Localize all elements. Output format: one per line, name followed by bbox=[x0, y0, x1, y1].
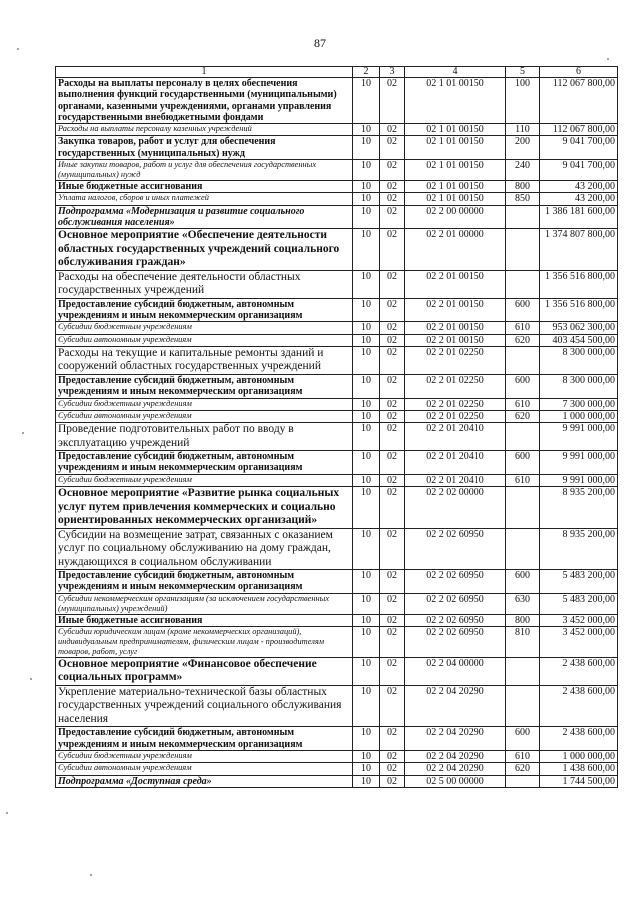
expense-type-code: 610 bbox=[506, 322, 540, 334]
subsection-code: 02 bbox=[380, 78, 405, 124]
expense-type-code: 620 bbox=[506, 410, 540, 422]
expense-type-code bbox=[506, 487, 540, 529]
amount: 2 438 600,00 bbox=[540, 727, 618, 751]
section-code: 10 bbox=[353, 423, 380, 451]
section-code: 10 bbox=[353, 570, 380, 594]
section-code: 10 bbox=[353, 346, 380, 374]
table-row bbox=[56, 626, 618, 657]
subsection-code: 02 bbox=[380, 614, 405, 626]
row-description: Расходы на обеспечение деятельности областных государственных учреждений bbox=[56, 270, 353, 298]
table-row bbox=[56, 474, 618, 486]
subsection-code: 02 bbox=[380, 270, 405, 298]
expense-type-code bbox=[506, 346, 540, 374]
table-row bbox=[56, 727, 618, 751]
target-article-code: 02 2 04 20290 bbox=[405, 763, 506, 775]
target-article-code: 02 1 01 00150 bbox=[405, 78, 506, 124]
target-article-code: 02 1 01 00150 bbox=[405, 160, 506, 181]
table-row bbox=[56, 451, 618, 475]
subsection-code: 02 bbox=[380, 410, 405, 422]
subsection-code: 02 bbox=[380, 685, 405, 727]
subsection-code: 02 bbox=[380, 751, 405, 763]
target-article-code: 02 2 04 00000 bbox=[405, 657, 506, 685]
amount: 3 452 000,00 bbox=[540, 626, 618, 657]
amount: 1 374 807 800,00 bbox=[540, 229, 618, 271]
expense-type-code: 800 bbox=[506, 614, 540, 626]
target-article-code: 02 2 02 60950 bbox=[405, 528, 506, 570]
row-description: Проведение подготовительных работ по вводу в эксплуатацию учреждений bbox=[56, 423, 353, 451]
table-row bbox=[56, 298, 618, 322]
row-description: Уплата налогов, сборов и иных платежей bbox=[56, 193, 353, 205]
subsection-code: 02 bbox=[380, 124, 405, 136]
amount: 43 200,00 bbox=[540, 181, 618, 193]
target-article-code: 02 2 01 02250 bbox=[405, 410, 506, 422]
section-code: 10 bbox=[353, 727, 380, 751]
amount: 2 438 600,00 bbox=[540, 685, 618, 727]
subsection-code: 02 bbox=[380, 160, 405, 181]
target-article-code: 02 2 04 20290 bbox=[405, 727, 506, 751]
column-header: 2 bbox=[353, 67, 380, 78]
table-row bbox=[56, 160, 618, 181]
amount: 1 744 500,00 bbox=[540, 775, 618, 787]
section-code: 10 bbox=[353, 593, 380, 614]
target-article-code: 02 2 01 00150 bbox=[405, 334, 506, 346]
expense-type-code bbox=[506, 423, 540, 451]
expense-type-code: 600 bbox=[506, 374, 540, 398]
section-code: 10 bbox=[353, 685, 380, 727]
row-description: Субсидии на возмещение затрат, связанных с оказанием услуг по социальному обслуживанию на дому граждан, нуждающихся в социальном обслуживании bbox=[56, 528, 353, 570]
section-code: 10 bbox=[353, 181, 380, 193]
row-description: Расходы на выплаты персоналу в целях обеспечения выполнения функций государственными (муниципальными) органами, казенными учреждениями, органами управления государственными внебюджетными фондами bbox=[56, 78, 353, 124]
target-article-code: 02 2 02 00000 bbox=[405, 487, 506, 529]
amount: 3 452 000,00 bbox=[540, 614, 618, 626]
subsection-code: 02 bbox=[380, 474, 405, 486]
row-description: Подпрограмма «Доступная среда» bbox=[56, 775, 353, 787]
amount: 1 438 600,00 bbox=[540, 763, 618, 775]
expense-type-code bbox=[506, 270, 540, 298]
table-row bbox=[56, 270, 618, 298]
table-row bbox=[56, 181, 618, 193]
target-article-code: 02 2 01 00150 bbox=[405, 270, 506, 298]
section-code: 10 bbox=[353, 229, 380, 271]
row-description: Расходы на текущие и капитальные ремонты зданий и сооружений областных государственных учреждений bbox=[56, 346, 353, 374]
row-description: Основное мероприятие «Обеспечение деятельности областных государственных учреждений социального обслуживания граждан» bbox=[56, 229, 353, 271]
expense-type-code: 630 bbox=[506, 593, 540, 614]
scan-speck bbox=[22, 432, 24, 434]
page-number: 87 bbox=[314, 36, 326, 50]
subsection-code: 02 bbox=[380, 451, 405, 475]
section-code: 10 bbox=[353, 763, 380, 775]
scan-speck bbox=[607, 58, 609, 60]
amount: 9 991 000,00 bbox=[540, 451, 618, 475]
table-row bbox=[56, 423, 618, 451]
amount: 8 300 000,00 bbox=[540, 374, 618, 398]
target-article-code: 02 2 01 00150 bbox=[405, 322, 506, 334]
expense-type-code: 110 bbox=[506, 124, 540, 136]
table-row bbox=[56, 657, 618, 685]
amount: 5 483 200,00 bbox=[540, 593, 618, 614]
expense-type-code: 610 bbox=[506, 474, 540, 486]
expense-type-code bbox=[506, 528, 540, 570]
table-row bbox=[56, 410, 618, 422]
column-header: 3 bbox=[380, 67, 405, 78]
section-code: 10 bbox=[353, 124, 380, 136]
subsection-code: 02 bbox=[380, 593, 405, 614]
subsection-code: 02 bbox=[380, 298, 405, 322]
section-code: 10 bbox=[353, 398, 380, 410]
table-row bbox=[56, 570, 618, 594]
section-code: 10 bbox=[353, 270, 380, 298]
expense-type-code: 100 bbox=[506, 78, 540, 124]
subsection-code: 02 bbox=[380, 570, 405, 594]
expense-type-code: 800 bbox=[506, 181, 540, 193]
table-row bbox=[56, 78, 618, 124]
target-article-code: 02 2 02 60950 bbox=[405, 570, 506, 594]
row-description: Подпрограмма «Модернизация и развитие социального обслуживания населения» bbox=[56, 205, 353, 229]
amount: 403 454 500,00 bbox=[540, 334, 618, 346]
column-header: 1 bbox=[56, 67, 353, 78]
section-code: 10 bbox=[353, 193, 380, 205]
table-row bbox=[56, 193, 618, 205]
row-description: Иные бюджетные ассигнования bbox=[56, 614, 353, 626]
amount: 9 041 700,00 bbox=[540, 136, 618, 160]
budget-table bbox=[55, 66, 618, 788]
amount: 112 067 800,00 bbox=[540, 78, 618, 124]
table-row bbox=[56, 374, 618, 398]
subsection-code: 02 bbox=[380, 423, 405, 451]
table-row bbox=[56, 229, 618, 271]
scan-speck bbox=[90, 874, 92, 876]
target-article-code: 02 1 01 00150 bbox=[405, 136, 506, 160]
subsection-code: 02 bbox=[380, 626, 405, 657]
table-row bbox=[56, 487, 618, 529]
target-article-code: 02 2 01 02250 bbox=[405, 374, 506, 398]
amount: 5 483 200,00 bbox=[540, 570, 618, 594]
section-code: 10 bbox=[353, 528, 380, 570]
scan-speck bbox=[17, 48, 19, 50]
section-code: 10 bbox=[353, 322, 380, 334]
section-code: 10 bbox=[353, 410, 380, 422]
column-header: 6 bbox=[540, 67, 618, 78]
row-description: Основное мероприятие «Развитие рынка социальных услуг путем привлечения коммерческих и социально ориентированных некоммерческих организаций» bbox=[56, 487, 353, 529]
column-header: 4 bbox=[405, 67, 506, 78]
row-description: Предоставление субсидий бюджетным, автономным учреждениям и иным некоммерческим организациям bbox=[56, 298, 353, 322]
row-description: Субсидии некоммерческим организациям (за исключением государственных (муниципальных) учреждений) bbox=[56, 593, 353, 614]
table-row bbox=[56, 763, 618, 775]
section-code: 10 bbox=[353, 78, 380, 124]
row-description: Субсидии автономным учреждениям bbox=[56, 410, 353, 422]
row-description: Субсидии бюджетным учреждениям bbox=[56, 322, 353, 334]
subsection-code: 02 bbox=[380, 374, 405, 398]
expense-type-code bbox=[506, 205, 540, 229]
target-article-code: 02 2 01 20410 bbox=[405, 451, 506, 475]
target-article-code: 02 2 04 20290 bbox=[405, 685, 506, 727]
subsection-code: 02 bbox=[380, 775, 405, 787]
table-row bbox=[56, 593, 618, 614]
target-article-code: 02 2 01 00150 bbox=[405, 298, 506, 322]
amount: 2 438 600,00 bbox=[540, 657, 618, 685]
subsection-code: 02 bbox=[380, 398, 405, 410]
row-description: Укрепление материально-технической базы областных государственных учреждений социального обслуживания населения bbox=[56, 685, 353, 727]
section-code: 10 bbox=[353, 334, 380, 346]
column-header-row bbox=[56, 67, 618, 78]
target-article-code: 02 1 01 00150 bbox=[405, 181, 506, 193]
table-row bbox=[56, 136, 618, 160]
expense-type-code: 620 bbox=[506, 334, 540, 346]
amount: 8 935 200,00 bbox=[540, 528, 618, 570]
section-code: 10 bbox=[353, 374, 380, 398]
expense-type-code: 600 bbox=[506, 451, 540, 475]
scan-speck bbox=[6, 812, 8, 814]
expense-type-code: 850 bbox=[506, 193, 540, 205]
target-article-code: 02 2 02 60950 bbox=[405, 626, 506, 657]
row-description: Расходы на выплаты персоналу казенных учреждений bbox=[56, 124, 353, 136]
amount: 1 000 000,00 bbox=[540, 751, 618, 763]
amount: 1 386 181 600,00 bbox=[540, 205, 618, 229]
expense-type-code: 600 bbox=[506, 570, 540, 594]
section-code: 10 bbox=[353, 487, 380, 529]
table-row bbox=[56, 614, 618, 626]
row-description: Предоставление субсидий бюджетным, автономным учреждениям и иным некоммерческим организациям bbox=[56, 451, 353, 475]
target-article-code: 02 1 01 00150 bbox=[405, 124, 506, 136]
section-code: 10 bbox=[353, 626, 380, 657]
amount: 8 935 200,00 bbox=[540, 487, 618, 529]
subsection-code: 02 bbox=[380, 181, 405, 193]
amount: 7 300 000,00 bbox=[540, 398, 618, 410]
target-article-code: 02 2 02 60950 bbox=[405, 614, 506, 626]
table-row bbox=[56, 751, 618, 763]
target-article-code: 02 2 01 02250 bbox=[405, 398, 506, 410]
row-description: Иные закупки товаров, работ и услуг для обеспечения государственных (муниципальных) нужд bbox=[56, 160, 353, 181]
row-description: Закупка товаров, работ и услуг для обеспечения государственных (муниципальных) нужд bbox=[56, 136, 353, 160]
row-description: Субсидии бюджетным учреждениям bbox=[56, 751, 353, 763]
expense-type-code: 600 bbox=[506, 298, 540, 322]
target-article-code: 02 2 01 02250 bbox=[405, 346, 506, 374]
amount: 1 356 516 800,00 bbox=[540, 298, 618, 322]
target-article-code: 02 2 01 00000 bbox=[405, 229, 506, 271]
expense-type-code: 610 bbox=[506, 398, 540, 410]
table-row bbox=[56, 346, 618, 374]
subsection-code: 02 bbox=[380, 346, 405, 374]
subsection-code: 02 bbox=[380, 322, 405, 334]
subsection-code: 02 bbox=[380, 193, 405, 205]
subsection-code: 02 bbox=[380, 205, 405, 229]
target-article-code: 02 2 01 20410 bbox=[405, 474, 506, 486]
table-row bbox=[56, 775, 618, 787]
row-description: Предоставление субсидий бюджетным, автономным учреждениям и иным некоммерческим организациям bbox=[56, 374, 353, 398]
amount: 43 200,00 bbox=[540, 193, 618, 205]
row-description: Основное мероприятие «Финансовое обеспечение социальных программ» bbox=[56, 657, 353, 685]
target-article-code: 02 1 01 00150 bbox=[405, 193, 506, 205]
row-description: Субсидии юридическим лицам (кроме некоммерческих организаций), индивидуальным предпринимателям, физическим лицам - производителям товаров, работ, услуг bbox=[56, 626, 353, 657]
subsection-code: 02 bbox=[380, 657, 405, 685]
section-code: 10 bbox=[353, 775, 380, 787]
subsection-code: 02 bbox=[380, 528, 405, 570]
section-code: 10 bbox=[353, 160, 380, 181]
row-description: Предоставление субсидий бюджетным, автономным учреждениям и иным некоммерческим организациям bbox=[56, 570, 353, 594]
scan-speck bbox=[30, 678, 32, 680]
subsection-code: 02 bbox=[380, 763, 405, 775]
row-description: Иные бюджетные ассигнования bbox=[56, 181, 353, 193]
section-code: 10 bbox=[353, 614, 380, 626]
amount: 8 300 000,00 bbox=[540, 346, 618, 374]
target-article-code: 02 5 00 00000 bbox=[405, 775, 506, 787]
expense-type-code bbox=[506, 657, 540, 685]
expense-type-code: 600 bbox=[506, 727, 540, 751]
table-row bbox=[56, 398, 618, 410]
amount: 1 000 000,00 bbox=[540, 410, 618, 422]
expense-type-code: 610 bbox=[506, 751, 540, 763]
target-article-code: 02 2 01 20410 bbox=[405, 423, 506, 451]
amount: 112 067 800,00 bbox=[540, 124, 618, 136]
amount: 9 991 000,00 bbox=[540, 474, 618, 486]
table-row bbox=[56, 124, 618, 136]
row-description: Субсидии бюджетным учреждениям bbox=[56, 474, 353, 486]
amount: 9 041 700,00 bbox=[540, 160, 618, 181]
subsection-code: 02 bbox=[380, 727, 405, 751]
target-article-code: 02 2 02 60950 bbox=[405, 593, 506, 614]
table-row bbox=[56, 334, 618, 346]
expense-type-code: 240 bbox=[506, 160, 540, 181]
target-article-code: 02 2 00 00000 bbox=[405, 205, 506, 229]
table-row bbox=[56, 685, 618, 727]
expense-type-code bbox=[506, 229, 540, 271]
section-code: 10 bbox=[353, 451, 380, 475]
subsection-code: 02 bbox=[380, 487, 405, 529]
target-article-code: 02 2 04 20290 bbox=[405, 751, 506, 763]
table-row bbox=[56, 528, 618, 570]
section-code: 10 bbox=[353, 205, 380, 229]
section-code: 10 bbox=[353, 298, 380, 322]
expense-type-code bbox=[506, 775, 540, 787]
expense-type-code bbox=[506, 685, 540, 727]
table-row bbox=[56, 205, 618, 229]
row-description: Субсидии бюджетным учреждениям bbox=[56, 398, 353, 410]
amount: 953 062 300,00 bbox=[540, 322, 618, 334]
expense-type-code: 810 bbox=[506, 626, 540, 657]
table-row bbox=[56, 322, 618, 334]
amount: 1 356 516 800,00 bbox=[540, 270, 618, 298]
amount: 9 991 000,00 bbox=[540, 423, 618, 451]
column-header: 5 bbox=[506, 67, 540, 78]
section-code: 10 bbox=[353, 474, 380, 486]
expense-type-code: 620 bbox=[506, 763, 540, 775]
expense-type-code: 200 bbox=[506, 136, 540, 160]
section-code: 10 bbox=[353, 657, 380, 685]
subsection-code: 02 bbox=[380, 229, 405, 271]
section-code: 10 bbox=[353, 136, 380, 160]
row-description: Субсидии автономным учреждениям bbox=[56, 763, 353, 775]
section-code: 10 bbox=[353, 751, 380, 763]
row-description: Предоставление субсидий бюджетным, автономным учреждениям и иным некоммерческим организациям bbox=[56, 727, 353, 751]
subsection-code: 02 bbox=[380, 334, 405, 346]
row-description: Субсидии автономным учреждениям bbox=[56, 334, 353, 346]
subsection-code: 02 bbox=[380, 136, 405, 160]
